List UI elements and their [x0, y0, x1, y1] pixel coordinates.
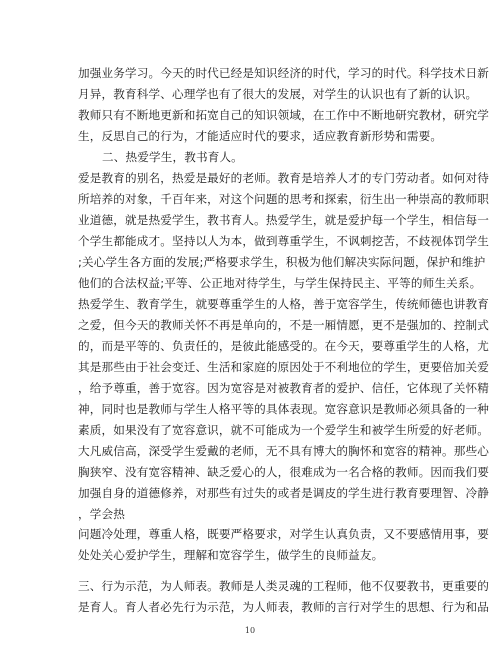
page-number: 10 [244, 626, 256, 635]
text-line: 月异，教育科学、心理学也有了很大的发展，对学生的认识也有了新的认识。 [78, 87, 478, 101]
section-heading: 二、热爱学生，教书育人。 [102, 150, 243, 164]
text-line: 之爱，但今天的教师关怀不再是单向的，不是一厢情愿，更不是强加的、控制式 [78, 318, 490, 332]
text-line: 素质，如果没有了宽容意识，就不可能成为一个爱学生和被学生所爱的好老师。 [78, 423, 490, 437]
text-line: 生，反思自己的行为，才能适应时代的要求，适应教育新形势和需要。 [78, 129, 443, 143]
text-line: 是育人。育人者必先行为示范，为人师表，教师的言行对学生的思想、行为和品 [78, 600, 490, 614]
text-line: ，学会热 [78, 507, 125, 521]
text-line: 处处关心爱护学生，理解和宽容学生，做学生的良师益友。 [78, 548, 384, 562]
text-line: 三、行为示范，为人师表。教师是人类灵魂的工程师，他不仅要教书，更重要的 [78, 579, 490, 593]
text-line: 加强业务学习。今天的时代已经是知识经济的时代，学习的时代。科学技术日新 [78, 66, 490, 80]
text-line: 胸狭窄、没有宽容精神、缺乏爱心的人，很难成为一名合格的教师。因而我们要 [78, 465, 490, 479]
text-line: 热爱学生、教育学生，就要尊重学生的人格，善于宽容学生，传统师德也讲教育 [78, 297, 490, 311]
text-line: 的，而是平等的、负责任的，是彼此能感受的。在今天，要尊重学生的人格，尤 [78, 339, 490, 353]
text-line: 问题冷处理，尊重人格，既要严格要求，对学生认真负责，又不要感情用事，要 [78, 527, 490, 541]
text-line: 个学生都能成才。坚持以人为本，做到尊重学生，不讽刺挖苦，不歧视体罚学生 [78, 234, 490, 248]
text-line: 其是那些由于社会变迁、生活和家庭的原因处于不利地位的学生，更要倍加关爱 [78, 360, 490, 374]
text-line: 加强自身的道德修养，对那些有过失的或者是调皮的学生进行教育要理智、冷静 [78, 486, 490, 500]
text-line: 大凡威信高，深受学生爱戴的老师，无不具有博大的胸怀和宽容的精神。那些心 [78, 444, 490, 458]
text-line: 他们的合法权益;平等、公正地对待学生，与学生保持民主、平等的师生关系。 [78, 276, 482, 290]
text-line: ，给予尊重，善于宽容。因为宽容是对被教育者的爱护、信任，它体现了关怀精 [78, 381, 490, 395]
text-line: 所培养的对象，千百年来，对这个问题的思考和探索，衍生出一种崇高的教师职 [78, 192, 490, 206]
text-line: 业道德，就是热爱学生，教书育人。热爱学生，就是爱护每一个学生，相信每一 [78, 213, 490, 227]
text-line: 爱是教育的别名，热爱是最好的老师。教育是培养人才的专门劳动者。如何对待 [78, 171, 490, 185]
text-line: 教师只有不断地更新和拓宽自己的知识领域，在工作中不断地研究教材，研究学 [78, 108, 490, 122]
text-line: 神，同时也是教师与学生人格平等的具体表现。宽容意识是教师必须具备的一种 [78, 402, 490, 416]
text-line: ;关心学生各方面的发展;严格要求学生，积极为他们解决实际问题，保护和维护 [78, 255, 486, 269]
